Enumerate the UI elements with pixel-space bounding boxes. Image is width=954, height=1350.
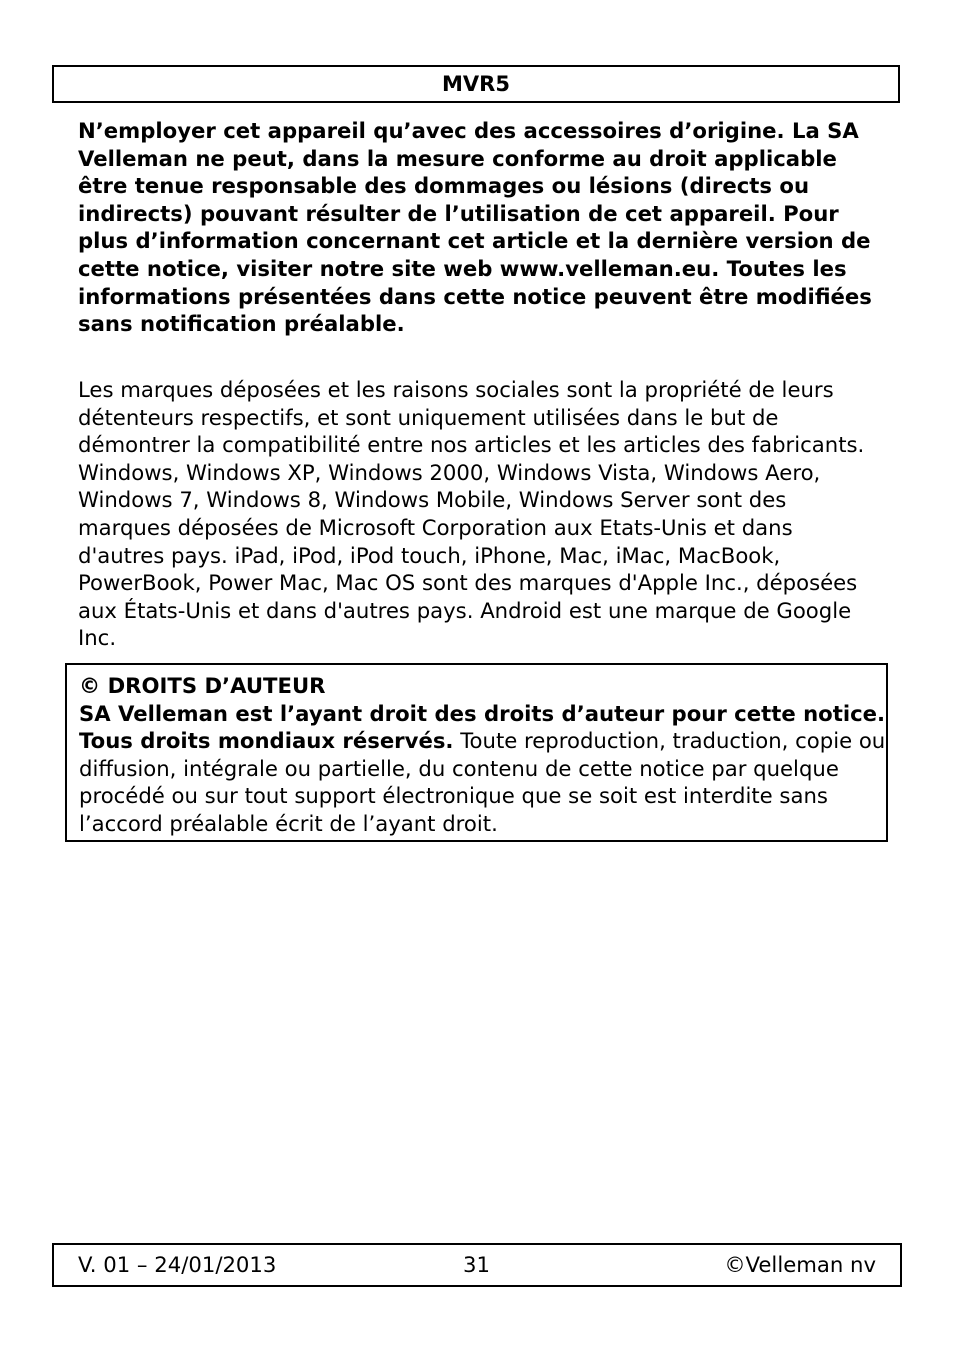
trademarks-paragraph: Les marques déposées et les raisons sociales sont la propriété de leurs détenteurs respectifs, et sont uniquement utilisées dans le but de démontrer la compatibilité entre nos articles et les articles des fabricants. Windows, Windows XP, Windows 2000, Windows Vista, Windows Aero, Windows 7, Windows 8, Windows Mobile, Windows Server sont des marques déposées de Microsoft Corporation aux Etats-Unis et dans d'autres pays. iPad, iPod, iPod touch, iPhone, Mac, iMac, MacBook, PowerBook, Power Mac, Mac OS sont des marques d'Apple Inc., déposées aux États-Unis et dans d'autres pays. Android est une marque de Google Inc. — [78, 377, 865, 651]
copyright-title: © DROITS D’AUTEUR — [79, 673, 326, 698]
footer-copyright: ©Velleman nv — [724, 1252, 876, 1277]
copyright-box — [65, 663, 888, 842]
footer-box — [52, 1243, 902, 1287]
footer-version: V. 01 – 24/01/2013 — [78, 1252, 277, 1277]
footer-page-number: 31 — [463, 1252, 490, 1277]
copyright-normal-text: Toute reproduction, traduction, copie ou diffusion, intégrale ou partielle, du contenu de cette notice par quelque procédé ou sur tout support électronique que se soit est interdite sans l’accord préalable écrit de l’ayant droit. — [79, 728, 886, 836]
header-box — [52, 65, 900, 103]
header-title: MVR5 — [442, 72, 510, 96]
copyright-bold-text: SA Velleman est l’ayant droit des droits d’auteur pour cette notice. Tous droits mondiaux réservés. — [79, 700, 886, 754]
disclaimer-paragraph: N’employer cet appareil qu’avec des accessoires d’origine. La SA Velleman ne peut, dans la mesure conforme au droit applicable être tenue responsable des dommages ou lésions (directs ou indirects) pouvant résulter de l’utilisation de cet appareil. Pour plus d’information concernant cet article et la dernière version de cette notice, visiter notre site web www.velleman.eu. Toutes les informations présentées dans cette notice peuvent être modifiées sans notification préalable. — [78, 118, 872, 337]
